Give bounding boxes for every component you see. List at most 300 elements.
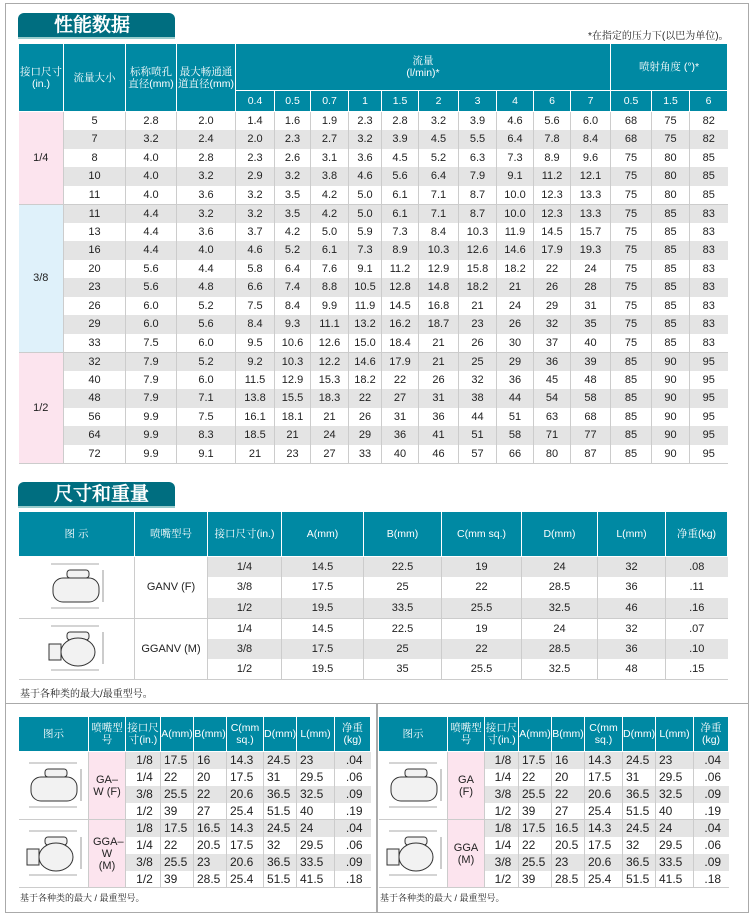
cell: 19.3	[571, 241, 611, 260]
cell: 45	[534, 371, 571, 390]
cell: 29	[349, 426, 382, 445]
cell: 12.3	[534, 204, 571, 223]
cell: 14.5	[534, 223, 571, 242]
cell: 36.5	[623, 786, 656, 803]
cell: 3.9	[459, 112, 497, 131]
cell: .09	[694, 786, 729, 803]
cell: 4.4	[126, 223, 177, 242]
cell: 32.5	[522, 659, 598, 680]
cell: 20.6	[585, 786, 623, 803]
cell: 5.2	[419, 149, 459, 168]
cell: 95	[690, 445, 728, 464]
cell: 90	[652, 408, 690, 427]
table-row	[19, 752, 371, 769]
performance-title: 性能数据	[18, 13, 175, 39]
cell: 5	[64, 112, 126, 131]
cell: 1/8	[485, 752, 519, 769]
cell: 75	[652, 112, 690, 131]
cell: 75	[611, 223, 652, 242]
female-nozzle-drawing	[379, 757, 449, 812]
cell: 11.1	[311, 315, 349, 334]
cell: 85	[611, 371, 652, 390]
cell: .06	[694, 769, 729, 786]
cell: 4.6	[349, 167, 382, 186]
cell: 5.5	[459, 130, 497, 149]
table-row	[19, 426, 728, 445]
cell: 58	[497, 426, 534, 445]
cell: 6.0	[126, 297, 177, 316]
cell: 3/8	[208, 577, 282, 598]
cell: 18.2	[349, 371, 382, 390]
cell: 85	[652, 260, 690, 279]
cell: 1/4	[126, 769, 161, 786]
male-nozzle-drawing	[19, 825, 89, 880]
flow-pressure: 2	[419, 91, 459, 112]
cell: 8.4	[236, 315, 275, 334]
cell: 32.5	[656, 786, 694, 803]
model-name: GGA (M)	[448, 820, 485, 888]
cell: 29.5	[656, 837, 694, 854]
cell: 27	[552, 803, 585, 820]
cell: 3.2	[126, 130, 177, 149]
cell: 32	[64, 352, 126, 371]
table-row	[19, 130, 728, 149]
cell: 36	[598, 639, 666, 660]
cell: 80	[652, 149, 690, 168]
cell: 7.3	[382, 223, 419, 242]
cell: 7.3	[497, 149, 534, 168]
cell: 15.7	[571, 223, 611, 242]
column-header: 接口尺寸(in.)	[208, 512, 282, 557]
cell: 83	[690, 315, 728, 334]
cell: 30	[497, 334, 534, 353]
cell: 85	[611, 445, 652, 464]
cell: 16.8	[419, 297, 459, 316]
cell: 46	[419, 445, 459, 464]
cell: 26	[534, 278, 571, 297]
cell: 21	[459, 297, 497, 316]
cell: 80	[534, 445, 571, 464]
table-row	[19, 352, 728, 371]
cell: 24.5	[264, 820, 297, 837]
cell: 48	[571, 371, 611, 390]
cell: 26	[497, 315, 534, 334]
cell: 11.9	[497, 223, 534, 242]
flow-pressure: 0.4	[236, 91, 275, 112]
cell: 80	[652, 167, 690, 186]
cell: 4.4	[126, 204, 177, 223]
capacity-header: 流量大小	[64, 44, 126, 112]
cell: 3/8	[485, 786, 519, 803]
cell: .19	[694, 803, 729, 820]
cell: 95	[690, 426, 728, 445]
cell: 4.8	[177, 278, 236, 297]
cell: 23	[459, 315, 497, 334]
table-row	[19, 297, 728, 316]
cell: 3.7	[236, 223, 275, 242]
cell: 29	[534, 297, 571, 316]
cell: 22	[382, 371, 419, 390]
cell: .19	[335, 803, 371, 820]
cell: 95	[690, 352, 728, 371]
cell: 1/2	[126, 871, 161, 888]
cell: 41.5	[656, 871, 694, 888]
cell: 28.5	[194, 871, 227, 888]
cell: 32	[459, 371, 497, 390]
cell: 14.6	[349, 352, 382, 371]
cell: 22	[519, 769, 552, 786]
column-header: B(mm)	[552, 717, 585, 752]
female-nozzle-drawing	[19, 757, 89, 812]
cell: .09	[335, 854, 371, 871]
cell: 75	[611, 297, 652, 316]
nozzle-drawing-cell	[19, 618, 135, 680]
cell: 6.1	[311, 241, 349, 260]
cell: 22	[349, 389, 382, 408]
column-header: 接口尺寸(in.)	[126, 717, 161, 752]
cell: 18.1	[275, 408, 311, 427]
cell: 18.2	[459, 278, 497, 297]
cell: 83	[690, 297, 728, 316]
cell: 33	[349, 445, 382, 464]
cell: 13	[64, 223, 126, 242]
cell: 7	[64, 130, 126, 149]
cell: 4.0	[126, 149, 177, 168]
angle-pressure: 6	[690, 91, 728, 112]
cell: 41.5	[297, 871, 335, 888]
flow-pressure: 4	[497, 91, 534, 112]
cell: 39	[161, 803, 194, 820]
cell: 5.2	[177, 297, 236, 316]
cell: 17.5	[282, 639, 364, 660]
cell: 20	[552, 769, 585, 786]
cell: 2.6	[275, 149, 311, 168]
cell: 85	[690, 149, 728, 168]
cell: 85	[611, 408, 652, 427]
cell: 41	[419, 426, 459, 445]
cell: 22.5	[364, 557, 442, 578]
cell: 14.5	[382, 297, 419, 316]
cell: 21	[311, 408, 349, 427]
cell: 4.0	[126, 186, 177, 205]
column-header: B(mm)	[194, 717, 227, 752]
cell: 4.6	[236, 241, 275, 260]
cell: .04	[694, 820, 729, 837]
cell: 75	[611, 204, 652, 223]
cell: 2.0	[177, 112, 236, 131]
cell: 3.2	[236, 204, 275, 223]
table-row	[19, 223, 728, 242]
ga-note: 基于各种类的最大 / 最重型号。	[380, 893, 505, 903]
cell: 4.2	[275, 223, 311, 242]
cell: 3.5	[275, 204, 311, 223]
cell: 2.8	[177, 149, 236, 168]
cell: 16	[194, 752, 227, 769]
cell: .10	[666, 639, 728, 660]
cell: 14.3	[227, 820, 264, 837]
cell: 31	[382, 408, 419, 427]
cell: 18.7	[419, 315, 459, 334]
cell: 19.5	[282, 598, 364, 619]
cell: 4.6	[497, 112, 534, 131]
cell: 17.5	[161, 820, 194, 837]
cell: 51.5	[623, 803, 656, 820]
cell: 19	[442, 557, 522, 578]
cell: .04	[694, 752, 729, 769]
cell: 22	[534, 260, 571, 279]
cell: 87	[571, 445, 611, 464]
cell: 24.5	[264, 752, 297, 769]
cell: 3.8	[311, 167, 349, 186]
cell: 26	[349, 408, 382, 427]
column-header: 净重(kg)	[694, 717, 729, 752]
cell: 6.4	[275, 260, 311, 279]
cell: 6.0	[571, 112, 611, 131]
cell: 16.5	[552, 820, 585, 837]
column-header: A(mm)	[161, 717, 194, 752]
cell: 29	[64, 315, 126, 334]
cell: 66	[497, 445, 534, 464]
cell: 21	[236, 445, 275, 464]
cell: 5.6	[126, 260, 177, 279]
cell: 1/8	[126, 752, 161, 769]
cell: 9.9	[311, 297, 349, 316]
cell: 22	[161, 837, 194, 854]
cell: 90	[652, 445, 690, 464]
cell: 75	[611, 334, 652, 353]
cell: 22	[552, 786, 585, 803]
table-row	[19, 278, 728, 297]
cell: 82	[690, 112, 728, 131]
cell: 4.0	[177, 241, 236, 260]
cell: 22	[442, 639, 522, 660]
cell: 1/4	[126, 837, 161, 854]
cell: 16.5	[194, 820, 227, 837]
table-row	[19, 149, 728, 168]
cell: 31	[419, 389, 459, 408]
model-name: GA–W (F)	[89, 752, 126, 820]
cell: 6.0	[126, 315, 177, 334]
cell: 12.6	[459, 241, 497, 260]
nozzle-drawing-cell	[19, 820, 89, 888]
cell: 31	[623, 769, 656, 786]
cell: 5.6	[382, 167, 419, 186]
cell: 75	[611, 278, 652, 297]
cell: 17.5	[282, 577, 364, 598]
cell: 24	[497, 297, 534, 316]
cell: 10.5	[349, 278, 382, 297]
dimensions-table	[18, 511, 728, 680]
cell: 6.1	[382, 204, 419, 223]
cell: 58	[571, 389, 611, 408]
cell: 75	[611, 315, 652, 334]
cell: 44	[497, 389, 534, 408]
cell: 1/2	[126, 803, 161, 820]
orifice-header: 标称喷孔直径(mm)	[126, 44, 177, 112]
cell: 95	[690, 408, 728, 427]
cell: 17.5	[227, 837, 264, 854]
flow-pressure: 6	[534, 91, 571, 112]
cell: 32	[534, 315, 571, 334]
cell: 9.2	[236, 352, 275, 371]
cell: 4.2	[311, 186, 349, 205]
cell: 36	[419, 408, 459, 427]
cell: 25.4	[227, 803, 264, 820]
cell: 15.0	[349, 334, 382, 353]
column-header: D(mm)	[264, 717, 297, 752]
table-row	[19, 315, 728, 334]
flow-unit: (l/min)*	[406, 67, 440, 79]
cell: 3.1	[311, 149, 349, 168]
nozzle-drawing-cell	[379, 752, 448, 820]
cell: 25.5	[519, 854, 552, 871]
cell: 14.8	[419, 278, 459, 297]
cell: 40	[382, 445, 419, 464]
cell: 17.9	[382, 352, 419, 371]
cell: 8	[64, 149, 126, 168]
cell: 25.5	[161, 786, 194, 803]
cell: 2.9	[236, 167, 275, 186]
cell: 23	[64, 278, 126, 297]
cell: 25.5	[442, 598, 522, 619]
cell: 23	[297, 752, 335, 769]
nozzle-drawing-cell	[19, 557, 135, 619]
cell: 12.6	[311, 334, 349, 353]
cell: 35	[364, 659, 442, 680]
cell: 7.8	[534, 130, 571, 149]
cell: 17.9	[534, 241, 571, 260]
male-nozzle-drawing	[379, 825, 449, 880]
cell: 33.5	[364, 598, 442, 619]
female-nozzle-drawing	[41, 558, 111, 613]
cell: 16.1	[236, 408, 275, 427]
cell: 85	[611, 352, 652, 371]
cell: 7.4	[275, 278, 311, 297]
cell: 8.8	[311, 278, 349, 297]
flow-label: 流量	[412, 55, 434, 67]
cell: 32.5	[522, 598, 598, 619]
cell: 16.2	[382, 315, 419, 334]
column-header: 接口尺寸(in.)	[485, 717, 519, 752]
cell: 5.0	[349, 186, 382, 205]
cell: 1/4	[485, 769, 519, 786]
cell: 10.3	[275, 352, 311, 371]
cell: 17.5	[161, 752, 194, 769]
cell: 39	[519, 871, 552, 888]
cell: 13.3	[571, 204, 611, 223]
cell: 2.3	[236, 149, 275, 168]
cell: .07	[666, 618, 728, 639]
cell: 8.9	[534, 149, 571, 168]
cell: 24	[522, 557, 598, 578]
cell: 4.4	[177, 260, 236, 279]
column-header: 图 示	[19, 512, 135, 557]
cell: 4.5	[382, 149, 419, 168]
cell: 36.5	[264, 854, 297, 871]
cell: 27	[382, 389, 419, 408]
flow-header	[236, 44, 611, 91]
cell: 90	[652, 352, 690, 371]
cell: 21	[419, 334, 459, 353]
cell: 36.5	[264, 786, 297, 803]
pressure-note: *在指定的压力下(以巴为单位)。	[588, 31, 729, 42]
male-nozzle-drawing	[41, 620, 111, 675]
cell: .06	[694, 837, 729, 854]
cell: 83	[690, 204, 728, 223]
column-header: A(mm)	[519, 717, 552, 752]
ga-w-note: 基于各种类的最大 / 最重型号。	[20, 893, 145, 903]
cell: 1/2	[208, 598, 282, 619]
cell: 26	[419, 371, 459, 390]
cell: 5.6	[534, 112, 571, 131]
cell: 18.3	[311, 389, 349, 408]
cell: 85	[652, 204, 690, 223]
cell: 3.2	[236, 186, 275, 205]
cell: 27	[311, 445, 349, 464]
cell: 36.5	[623, 854, 656, 871]
cell: 64	[64, 426, 126, 445]
cell: 25.5	[442, 659, 522, 680]
cell: 4.5	[419, 130, 459, 149]
cell: 83	[690, 278, 728, 297]
cell: 56	[64, 408, 126, 427]
cell: 32	[623, 837, 656, 854]
cell: 11.2	[382, 260, 419, 279]
cell: 14.5	[282, 618, 364, 639]
cell: 8.7	[459, 186, 497, 205]
cell: 15.3	[311, 371, 349, 390]
cell: 3/8	[208, 639, 282, 660]
table-row	[19, 241, 728, 260]
cell: 85	[690, 167, 728, 186]
column-header: C(mm sq.)	[227, 717, 264, 752]
cell: 85	[611, 389, 652, 408]
cell: 85	[652, 315, 690, 334]
cell: .18	[694, 871, 729, 888]
port-size: 3/8	[19, 204, 64, 352]
cell: 8.4	[571, 130, 611, 149]
cell: 90	[652, 371, 690, 390]
cell: 13.3	[571, 186, 611, 205]
cell: 8.4	[419, 223, 459, 242]
column-header: D(mm)	[623, 717, 656, 752]
cell: 7.1	[419, 204, 459, 223]
column-header: A(mm)	[282, 512, 364, 557]
cell: 21	[497, 278, 534, 297]
cell: 29	[497, 352, 534, 371]
cell: 32	[598, 557, 666, 578]
cell: 1/2	[485, 803, 519, 820]
port-header: 接口尺寸(in.)	[19, 44, 64, 112]
cell: 4.2	[311, 204, 349, 223]
cell: 27	[194, 803, 227, 820]
model-name: GANV (F)	[135, 557, 208, 619]
cell: 5.6	[126, 278, 177, 297]
flow-pressure: 7	[571, 91, 611, 112]
column-header: B(mm)	[364, 512, 442, 557]
cell: 37	[534, 334, 571, 353]
cell: 82	[690, 130, 728, 149]
cell: 1.6	[275, 112, 311, 131]
cell: 9.3	[275, 315, 311, 334]
table-row	[19, 334, 728, 353]
cell: 33.5	[297, 854, 335, 871]
cell: 83	[690, 334, 728, 353]
cell: 75	[611, 149, 652, 168]
cell: 10.3	[419, 241, 459, 260]
cell: 35	[571, 315, 611, 334]
cell: 9.1	[497, 167, 534, 186]
